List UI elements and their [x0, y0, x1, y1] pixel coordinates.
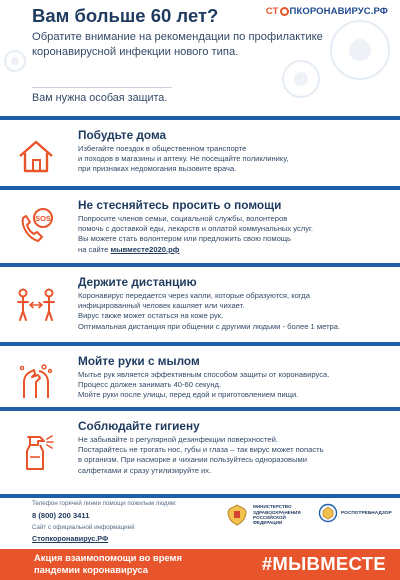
site-label: Сайт с официальной информацией	[32, 524, 135, 531]
section-body: Коронавирус передается через капли, которые образуются, когда инфицированный человек кашляет или чихает. Вирус также может остаться на коже рук. Оптимальная дистанция при общении с другими людьми - более 1 метра.	[78, 291, 341, 331]
section-body-text: Попросите членов семьи, социальной службы, волонтеров помочь с доставкой еды, лекарств и оплатой коммунальных услуг. Вы можете стать волонтером или предложить свою помощь на сайте	[78, 214, 313, 254]
section-body: Избегайте поездок в общественном транспорте и походов в магазины и аптеку. Не посещайте поликлинику, при признаках недомогания вызовите врача.	[78, 144, 289, 174]
section-title: Не стесняйтесь просить о помощи	[78, 198, 282, 212]
page-subtitle: Обратите внимание на рекомендации по профилактике коронавирусной инфекции нового типа.	[32, 31, 323, 58]
page-title: Вам больше 60 лет?	[32, 5, 219, 26]
recommendations	[0, 116, 400, 498]
footer	[0, 493, 400, 549]
svg-text:SOS: SOS	[35, 214, 51, 223]
house-icon	[14, 134, 58, 178]
section-title: Соблюдайте гигиену	[78, 419, 200, 433]
sos-phone-icon	[14, 204, 58, 248]
promo-banner	[0, 549, 400, 580]
hotline-phone[interactable]: 8 (800) 200 3411	[32, 511, 90, 520]
hotline-label: Телефон горячей линии помощи пожилым людям:	[32, 500, 177, 507]
rospotrebnadzor-name: РОСПОТРЕБНАДЗОР	[341, 510, 392, 516]
logo-prefix: СТ	[265, 6, 279, 17]
section-stay-home	[0, 120, 400, 186]
header-divider	[32, 87, 172, 88]
header	[0, 0, 400, 112]
distance-icon	[14, 281, 58, 325]
section-title: Держите дистанцию	[78, 275, 197, 289]
section-body	[78, 214, 378, 255]
ministry-logo	[226, 503, 313, 527]
section-title: Мойте руки с мылом	[78, 354, 200, 368]
official-site-link[interactable]: Стопкоронавирус.РФ	[32, 534, 109, 543]
section-body: Мытье рук является эффективным способом защиты от коронавируса. Процесс должен занимать 40-60 секунд. Мойте руки после улицы, перед едой и приготовлением пищи.	[78, 370, 330, 400]
logo-ring-icon	[280, 7, 289, 16]
rospotrebnadzor-emblem-icon	[318, 503, 338, 523]
rospotrebnadzor-logo	[318, 503, 392, 523]
volunteer-site-link[interactable]: мывместе2020.рф	[110, 244, 180, 254]
logo-suffix: ПКОРОНАВИРУС.РФ	[289, 6, 388, 17]
banner-text: Акция взаимопомощи во время пандемии коронавируса	[34, 552, 182, 575]
spray-bottle-icon	[14, 429, 58, 473]
washing-hands-icon	[14, 360, 58, 404]
banner-hashtag[interactable]: #МЫВМЕСТЕ	[261, 553, 386, 574]
section-hygiene	[0, 411, 400, 494]
section-keep-distance	[0, 267, 400, 342]
ministry-name: МИНИСТЕРСТВО ЗДРАВООХРАНЕНИЯ РОССИЙСКОЙ ФЕДЕРАЦИИ	[253, 504, 301, 526]
section-title: Побудьте дома	[78, 128, 167, 142]
stopkoronavirus-logo[interactable]	[266, 6, 388, 17]
coat-of-arms-icon	[226, 503, 248, 527]
section-body: Не забывайте о регулярной дезинфекции поверхностей. Постарайтесь не трогать нос, губы и глаза – так вирус может попасть в организм. При насморке и чихании пользуйтесь одноразовыми салфетками и сразу утилизируйте их.	[78, 435, 324, 475]
section-ask-help	[0, 190, 400, 263]
section-wash-hands	[0, 346, 400, 407]
special-protection-note: Вам нужна особая защита.	[32, 92, 168, 104]
